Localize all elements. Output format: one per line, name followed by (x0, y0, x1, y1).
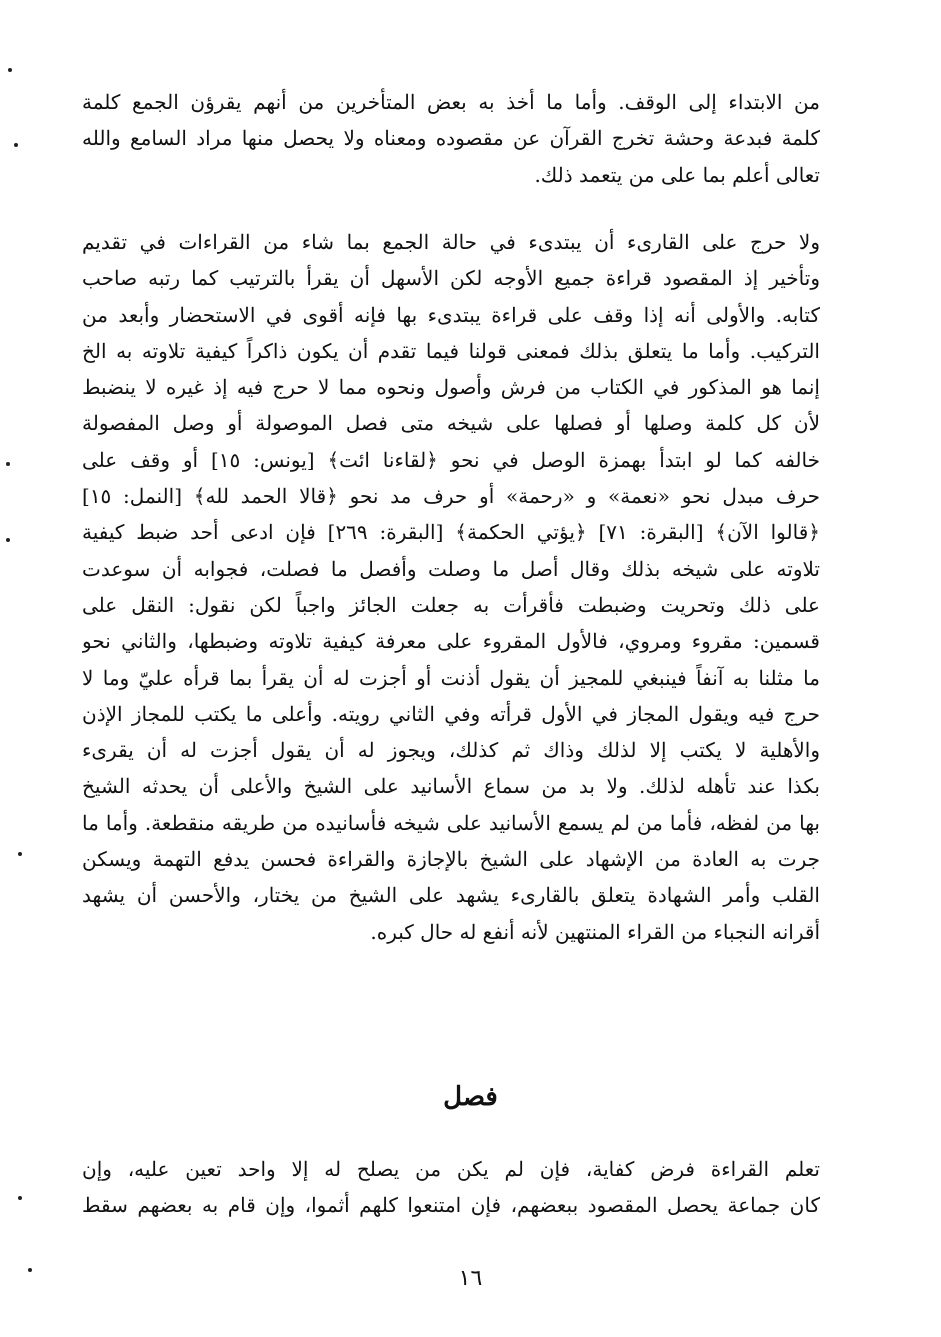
text-line: وتأخير إذ المقصود قراءة جميع الأوجه لكن الأسهل أن يقرأ بالترتيب كما رتبه صاحب (82, 266, 820, 291)
text-line: أقرانه النجباء من القراء المنتهين لأنه أنفع له حال كبره. (370, 919, 820, 944)
text-line: والأهلية لا يكتب إلا لذلك وذاك ثم كذلك، ويجوز له أن يقول أجزت له أن يقرىء (82, 738, 820, 763)
scan-speck (6, 462, 10, 466)
text-line: تعالى أعلم بما على من يتعمد ذلك. (534, 162, 820, 187)
text-line: لأن كل كلمة وصلها أو فصلها على شيخه متى فصل الموصولة أو وصل المفصولة (82, 411, 820, 436)
text-line: ولا حرج على القارىء أن يبتدىء في حالة الجمع بما شاء من القراءات في تقديم (82, 230, 820, 254)
text-line: إنما هو المذكور في الكتاب من فرش وأصول ونحوه مما لا حرج فيه إذ غيره لا ينضبط (82, 375, 820, 400)
text-line: حرف مبدل نحو «نعمة» و «رحمة» أو حرف مد نحو ﴿قالا الحمد لله﴾ [النمل: ١٥] (82, 484, 820, 509)
scan-speck (6, 538, 10, 542)
scan-speck (14, 143, 18, 147)
text-line: بها من لفظه، فأما من لم يسمع الأسانيد على شيخه فأسانيده من طريقه منقطعة. وأما ما (82, 810, 820, 835)
text-line: كان جماعة يحصل المقصود ببعضهم، فإن امتنعوا كلهم أثموا، وإن قام به بعضهم سقط (82, 1193, 820, 1218)
paragraph-3 (82, 1151, 820, 1224)
page-number: ١٦ (458, 1266, 483, 1291)
text-line: تعلم القراءة فرض كفاية، فإن لم يكن من يصلح له إلا واحد تعين عليه، وإن (82, 1157, 820, 1181)
text-line: بكذا عند تأهله لذلك. ولا بد من سماع الأسانيد على الشيخ والأعلى أن يحدثه الشيخ (82, 774, 820, 799)
text-line: على ذلك وتحريت وضبطت فأقرأت به جعلت الجائز واجباً لكن نقول: النقل على (82, 592, 820, 617)
paragraph-1 (82, 84, 820, 193)
scan-speck (8, 68, 12, 72)
text-line: ما مثلنا به آنفاً فينبغي للمجيز أن يقول أذنت أو أجزت له أن يقرأ بما قرأه عليّ وما لا (82, 665, 820, 690)
scan-speck (18, 852, 22, 856)
text-line: التركيب. وأما ما يتعلق بذلك فمعنى قولنا فيما تقدم أن يكون ذاكراً كيفية تلاوته به الخ (82, 338, 820, 363)
text-line: القلب وأمر الشهادة يتعلق بالقارىء يشهد على الشيخ من يختار، والأحسن أن يشهد (82, 883, 820, 908)
text-line: حرج فيه ويقول المجاز في الأول قرأته وفي الثاني رويته. وأعلى ما يكتب للمجاز الإذن (82, 701, 820, 726)
text-line: تلاوته على شيخه بذلك وقال أصل ما وصلت وأفصل ما فصلت، فجوابه أن سوعدت (82, 556, 820, 581)
text-line: جرت به العادة من الإشهاد على الشيخ بالإجازة والقراءة فحسن يدفع التهمة ويسكن (82, 847, 820, 872)
paragraph-2 (82, 224, 820, 950)
text-line: كتابه. والأولى أنه إذا وقف على قراءة يبتدىء بها فإنه أقوى في الاستحضار وأبعد من (82, 302, 820, 327)
text-line: خالفه كما لو ابتدأ بهمزة الوصل في نحو ﴿لقاءنا ائت﴾ [يونس: ١٥] أو وقف على (82, 447, 820, 472)
text-line: ﴿قالوا الآن﴾ [البقرة: ٧١] ﴿يؤتي الحكمة﴾ [البقرة: ٢٦٩] فإن ادعى أحد ضبط كيفية (82, 520, 820, 545)
text-line: من الابتداء إلى الوقف. وأما ما أخذ به بعض المتأخرين من أنهم يقرؤن الجمع كلمة (82, 90, 820, 114)
text-line: كلمة فبدعة وحشة تخرج القرآن عن مقصوده ومعناه ولا يحصل منها مراد السامع والله (82, 126, 820, 151)
scan-speck (18, 1196, 22, 1200)
section-heading: فصل (443, 1082, 498, 1112)
text-line: قسمين: مقروء ومروي، فالأول المقروء على معرفة كيفية تلاوته وضبطها، والثاني نحو (82, 629, 820, 654)
